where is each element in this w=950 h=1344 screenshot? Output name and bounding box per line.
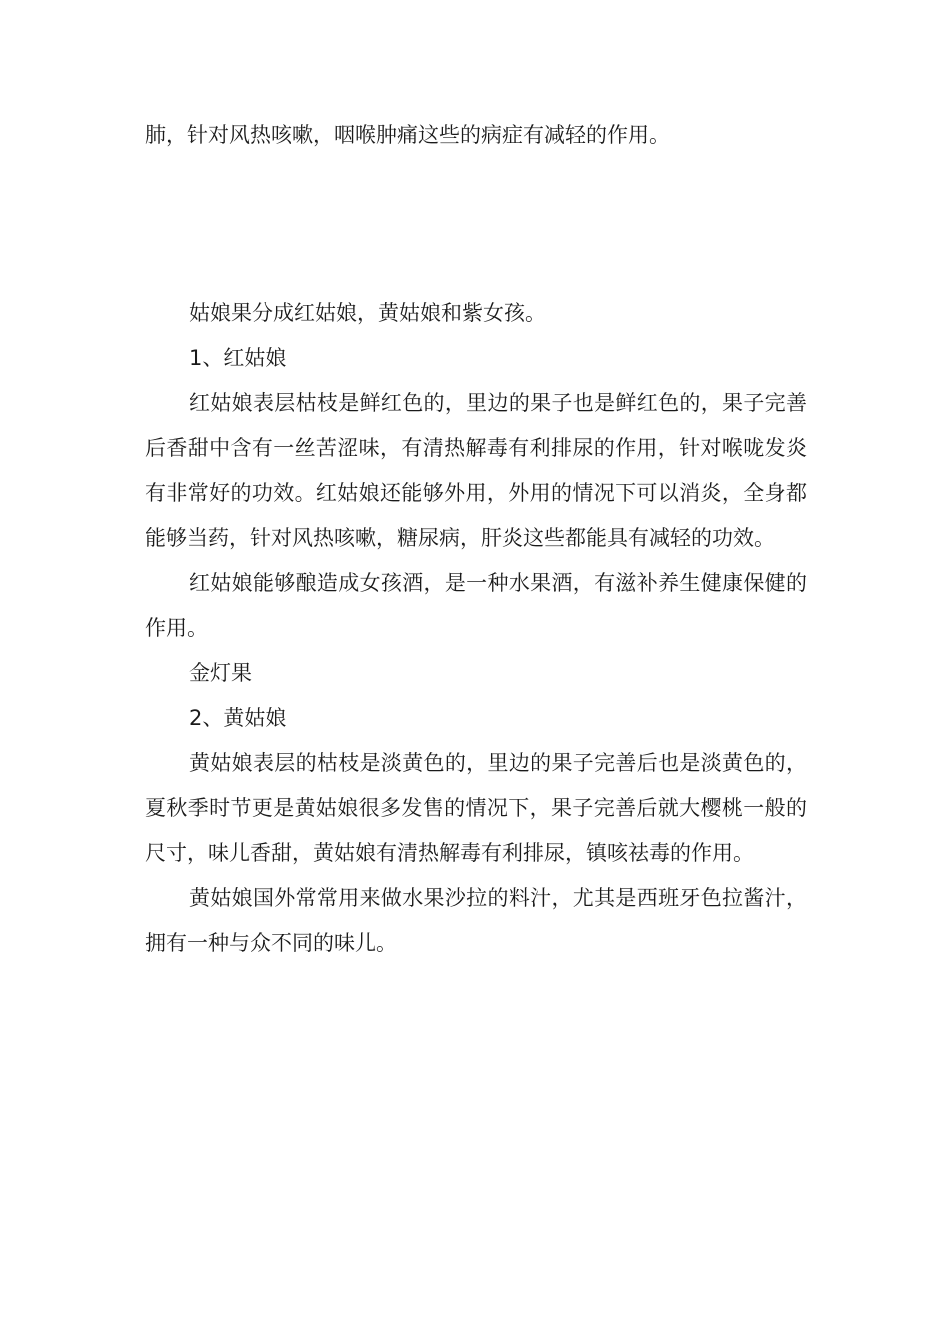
body-section xyxy=(145,291,807,966)
intro-paragraph: 姑娘果分成红姑娘，黄姑娘和紫女孩。 xyxy=(189,301,546,325)
lead-section xyxy=(145,113,807,158)
red-wine-paragraph: 红姑娘能够酿造成女孩酒，是一种水果酒，有滋补养生健康保健的作用。 xyxy=(145,571,807,640)
golden-lantern-label: 金灯果 xyxy=(189,661,252,685)
red-description-paragraph: 红姑娘表层枯枝是鲜红色的，里边的果子也是鲜红色的，果子完善后香甜中含有一丝苦涩味，有清热解毒有利排尿的作用，针对喉咙发炎有非常好的功效。红姑娘还能够外用，外用的情况下可以消炎，全身都能够当药，针对风热咳嗽，糖尿病，肝炎这些都能具有减轻的功效。 xyxy=(145,391,807,550)
yellow-description-paragraph: 黄姑娘表层的枯枝是淡黄色的，里边的果子完善后也是淡黄色的，夏秋季时节更是黄姑娘很多发售的情况下，果子完善后就大樱桃一般的尺寸，味儿香甜，黄姑娘有清热解毒有利排尿，镇咳祛毒的作用。 xyxy=(145,751,807,865)
section-heading-red: 1、红姑娘 xyxy=(189,346,287,370)
yellow-usage-paragraph: 黄姑娘国外常常用来做水果沙拉的料汁，尤其是西班牙色拉酱汁，拥有一种与众不同的味儿。 xyxy=(145,886,807,955)
section-heading-yellow: 2、黄姑娘 xyxy=(189,706,287,730)
lead-paragraph: 肺，针对风热咳嗽，咽喉肿痛这些的病症有减轻的作用。 xyxy=(145,123,670,147)
